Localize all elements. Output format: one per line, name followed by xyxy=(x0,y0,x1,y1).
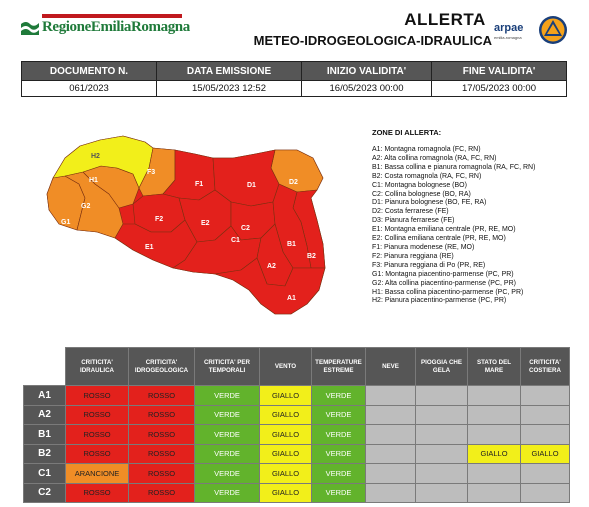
column-header: CRITICITA' IDROGEOLOGICA xyxy=(129,348,195,386)
legend-title: ZONE DI ALLERTA: xyxy=(372,128,442,137)
map-label-e1: E1 xyxy=(145,244,154,251)
info-header-document: DOCUMENTO N. xyxy=(22,62,157,81)
level-cell: VERDE xyxy=(312,483,366,503)
level-cell xyxy=(521,464,570,484)
level-cell xyxy=(416,386,468,406)
level-cell: VERDE xyxy=(195,464,260,484)
level-cell xyxy=(468,483,521,503)
level-cell xyxy=(366,483,416,503)
level-cell xyxy=(366,405,416,425)
level-cell: ROSSO xyxy=(66,483,129,503)
criticality-header-row xyxy=(24,348,570,386)
level-cell: GIALLO xyxy=(521,444,570,464)
level-cell: GIALLO xyxy=(468,444,521,464)
column-header: CRITICITA' COSTIERA xyxy=(521,348,570,386)
info-document-number: 061/2023 xyxy=(22,81,157,97)
zone-legend xyxy=(372,146,582,306)
level-cell xyxy=(468,425,521,445)
header-corner xyxy=(24,348,66,386)
level-cell xyxy=(416,425,468,445)
map-label-d1: D1 xyxy=(247,182,256,189)
zone-cell: A1 xyxy=(24,386,66,406)
legend-item: F3: Pianura reggiana di Po (PR, RE) xyxy=(372,261,486,269)
zone-cell: C1 xyxy=(24,464,66,484)
level-cell: ROSSO xyxy=(66,405,129,425)
column-header: NEVE xyxy=(366,348,416,386)
level-cell: VERDE xyxy=(312,444,366,464)
level-cell xyxy=(468,405,521,425)
legend-item: F2: Pianura reggiana (RE) xyxy=(372,252,454,260)
table-row xyxy=(24,464,570,484)
legend-item: H2: Pianura piacentino-parmense (PC, PR) xyxy=(372,297,507,305)
criticality-table xyxy=(23,347,570,503)
info-valid-from: 16/05/2023 00:00 xyxy=(302,81,432,97)
level-cell xyxy=(416,464,468,484)
legend-item: D2: Costa ferrarese (FE) xyxy=(372,208,449,216)
map-label-f2: F2 xyxy=(155,216,164,223)
level-cell: VERDE xyxy=(195,405,260,425)
level-cell: VERDE xyxy=(195,483,260,503)
level-cell xyxy=(521,386,570,406)
map-label-a1: A1 xyxy=(287,295,296,302)
legend-item: G2: Alta collina piacentino-parmense (PC, PR) xyxy=(372,279,516,287)
map-label-a2: A2 xyxy=(267,263,276,270)
column-header: CRITICITA' PER TEMPORALI xyxy=(195,348,260,386)
level-cell: VERDE xyxy=(312,405,366,425)
level-cell: GIALLO xyxy=(260,464,312,484)
info-issue-date: 15/05/2023 12:52 xyxy=(157,81,302,97)
column-header: TEMPERATURE ESTREME xyxy=(312,348,366,386)
level-cell: ROSSO xyxy=(66,444,129,464)
map-label-h2: H2 xyxy=(91,153,100,160)
legend-item: E2: Collina emiliana centrale (PR, RE, MO) xyxy=(372,235,506,243)
legend-item: C2: Collina bolognese (BO, RA) xyxy=(372,190,471,198)
info-valid-to: 17/05/2023 00:00 xyxy=(432,81,567,97)
table-row xyxy=(24,483,570,503)
table-row xyxy=(24,405,570,425)
map-label-e2: E2 xyxy=(201,220,210,227)
legend-item: E1: Montagna emiliana centrale (PR, RE, MO) xyxy=(372,226,516,234)
map-label-f3: F3 xyxy=(147,169,156,176)
zone-cell: B1 xyxy=(24,425,66,445)
logo-red-bar xyxy=(42,14,182,18)
map-label-b1: B1 xyxy=(287,241,296,248)
zone-cell: A2 xyxy=(24,405,66,425)
arpae-logo-name: arpae xyxy=(494,22,524,34)
table-row xyxy=(24,425,570,445)
level-cell: VERDE xyxy=(195,386,260,406)
legend-item: B1: Bassa collina e pianura romagnola (RA, FC, RN) xyxy=(372,163,536,171)
level-cell xyxy=(521,425,570,445)
document-title: ALLERTA xyxy=(404,10,486,29)
level-cell xyxy=(468,386,521,406)
arpae-logo-sub: emilia-romagna xyxy=(494,35,522,40)
document-subtitle: METEO-IDROGEOLOGICA-IDRAULICA xyxy=(253,33,492,48)
level-cell: ROSSO xyxy=(129,464,195,484)
level-cell xyxy=(521,405,570,425)
level-cell xyxy=(468,464,521,484)
level-cell: ROSSO xyxy=(129,425,195,445)
regione-logo-text: RegioneEmiliaRomagna xyxy=(42,19,190,35)
map-label-g1: G1 xyxy=(61,219,71,226)
level-cell xyxy=(521,483,570,503)
level-cell: VERDE xyxy=(312,425,366,445)
regione-logo xyxy=(20,14,190,44)
level-cell: GIALLO xyxy=(260,405,312,425)
level-cell: ROSSO xyxy=(66,386,129,406)
info-header-valid-from: INIZIO VALIDITA' xyxy=(302,62,432,81)
legend-item: D1: Pianura bolognese (BO, FE, RA) xyxy=(372,199,487,207)
level-cell: VERDE xyxy=(312,386,366,406)
level-cell: ROSSO xyxy=(66,425,129,445)
legend-item: C1: Montagna bolognese (BO) xyxy=(372,181,467,189)
map-label-c2: C2 xyxy=(241,225,250,232)
criticality-body xyxy=(24,386,570,503)
legend-item: B2: Costa romagnola (RA, FC, RN) xyxy=(372,172,482,180)
level-cell: ROSSO xyxy=(129,444,195,464)
legend-item: A2: Alta collina romagnola (RA, FC, RN) xyxy=(372,154,497,162)
info-header-valid-to: FINE VALIDITA' xyxy=(432,62,567,81)
map-label-h1: H1 xyxy=(89,177,98,184)
map-label-c1: C1 xyxy=(231,237,240,244)
regione-flag-icon xyxy=(20,20,40,36)
map-label-g2: G2 xyxy=(81,203,91,210)
level-cell xyxy=(366,425,416,445)
level-cell xyxy=(416,405,468,425)
level-cell: GIALLO xyxy=(260,483,312,503)
level-cell: GIALLO xyxy=(260,386,312,406)
protezione-civile-icon xyxy=(538,15,568,45)
level-cell xyxy=(366,386,416,406)
level-cell: ARANCIONE xyxy=(66,464,129,484)
arpae-logo xyxy=(494,22,536,44)
info-header-issue-date: DATA EMISSIONE xyxy=(157,62,302,81)
level-cell: VERDE xyxy=(195,425,260,445)
map-label-f1: F1 xyxy=(195,181,204,188)
level-cell: GIALLO xyxy=(260,425,312,445)
level-cell xyxy=(366,444,416,464)
legend-item: G1: Montagna piacentino-parmense (PC, PR) xyxy=(372,270,514,278)
legend-item: F1: Pianura modenese (RE, MO) xyxy=(372,243,475,251)
level-cell: ROSSO xyxy=(129,483,195,503)
table-row xyxy=(24,386,570,406)
level-cell: GIALLO xyxy=(260,444,312,464)
map-label-d2: D2 xyxy=(289,179,298,186)
level-cell: VERDE xyxy=(312,464,366,484)
level-cell xyxy=(366,464,416,484)
level-cell: ROSSO xyxy=(129,405,195,425)
level-cell xyxy=(416,444,468,464)
level-cell xyxy=(416,483,468,503)
table-row xyxy=(24,444,570,464)
legend-item: H1: Bassa collina piacentino-parmense (PC, PR) xyxy=(372,288,524,296)
column-header: STATO DEL MARE xyxy=(468,348,521,386)
map-label-b2: B2 xyxy=(307,253,316,260)
legend-item: D3: Pianura ferrarese (FE) xyxy=(372,217,455,225)
column-header: PIOGGIA CHE GELA xyxy=(416,348,468,386)
column-header: VENTO xyxy=(260,348,312,386)
level-cell: VERDE xyxy=(195,444,260,464)
legend-item: A1: Montagna romagnola (FC, RN) xyxy=(372,146,481,153)
zone-cell: C2 xyxy=(24,483,66,503)
level-cell: ROSSO xyxy=(129,386,195,406)
alert-zones-map xyxy=(35,128,345,320)
zone-cell: B2 xyxy=(24,444,66,464)
column-header: CRITICITA' IDRAULICA xyxy=(66,348,129,386)
document-info-table xyxy=(21,61,567,97)
